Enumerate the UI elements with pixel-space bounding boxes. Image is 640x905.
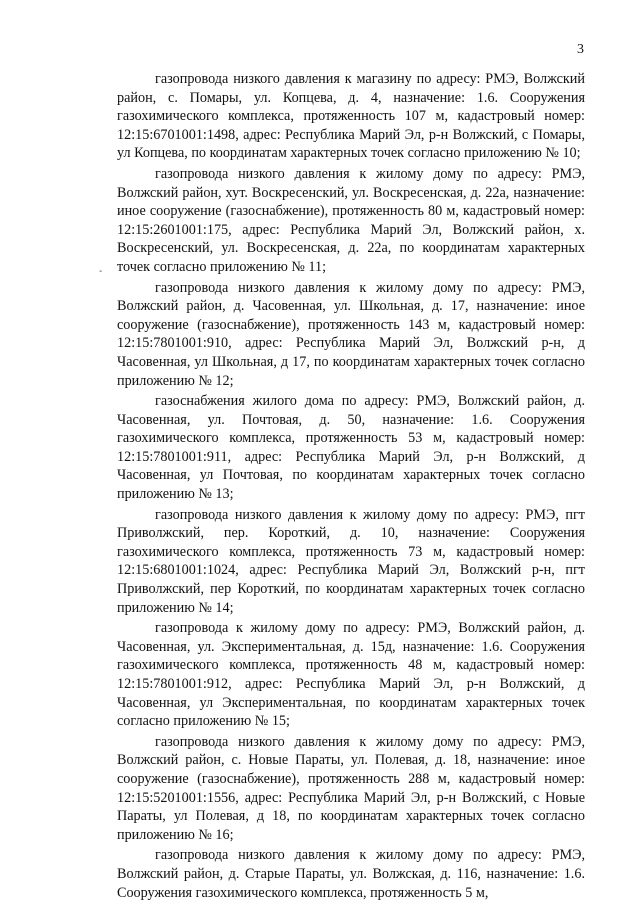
paragraph-appendix-11: газопровода низкого давления к жилому дому по адресу: РМЭ, Волжский район, хут. Воскресенский, ул. Воскресенская, д. 22а, назначение: иное сооружение (газоснабжение), протяженность 80 м, кадастровый номер: 12:15:2601001:175, адрес: Республика Марий Эл, Волжский район, х. Воскресенский, ул. Воскресенская, д. 22а, по координатам характерных точек согласно приложению № 11;: [117, 165, 585, 275]
margin-mark: -: [99, 266, 103, 277]
paragraph-continuing: газопровода низкого давления к жилому дому по адресу: РМЭ, Волжский район, д. Старые Параты, ул. Волжская, д. 116, назначение: 1.6. Сооружения газохимического комплекса, протяженность 5 м,: [117, 847, 585, 901]
paragraph-appendix-14: газопровода низкого давления к жилому дому по адресу: РМЭ, пгт Приволжский, пер. Короткий, д. 10, назначение: Сооружения газохимического комплекса, протяженность 73 м, кадастровый номер: 12:15:6801001:1024, адрес: Республика Марий Эл, Волжский р-н, пгт Приволжский, пер Короткий, по координатам характерных точек согласно приложению № 14;: [117, 506, 585, 616]
paragraph-appendix-16: газопровода низкого давления к жилому дому по адресу: РМЭ, Волжский район, с. Новые Параты, ул. Полевая, д. 18, назначение: иное сооружение (газоснабжение), протяженность 288 м, кадастровый номер: 12:15:5201001:1556, адрес: Республика Марий Эл, р-н Волжский, с Новые Параты, ул Полевая, д 18, по координатам характерных точек согласно приложению № 16;: [117, 733, 585, 843]
page-number: 3: [577, 42, 584, 57]
paragraph-appendix-13: газоснабжения жилого дома по адресу: РМЭ, Волжский район, д. Часовенная, ул. Почтовая, д. 50, назначение: 1.6. Сооружения газохимического комплекса, протяженность 53 м, кадастровый номер: 12:15:7801001:911, адрес: Республика Марий Эл, р-н Волжский, д Часовенная, ул Почтовая, по координатам характерных точек согласно приложению № 13;: [117, 393, 585, 503]
paragraph-appendix-12: газопровода низкого давления к жилому дому по адресу: РМЭ, Волжский район, д. Часовенная, ул. Школьная, д. 17, назначение: иное сооружение (газоснабжение), протяженность 143 м, кадастровый номер: 12:15:7801001:910, адрес: Республика Марий Эл, Волжский р-н, д Часовенная, ул Школьная, д 17, по координатам характерных точек согласно приложению № 12;: [117, 279, 585, 389]
paragraph-appendix-10: газопровода низкого давления к магазину по адресу: РМЭ, Волжский район, с. Помары, ул. Копцева, д. 4, назначение: 1.6. Сооружения газохимического комплекса, протяженность 107 м, кадастровый номер: 12:15:6701001:1498, адрес: Республика Марий Эл, р-н Волжский, с Помары, ул Копцева, по координатам характерных точек согласно приложению № 10;: [117, 71, 585, 162]
paragraph-appendix-15: газопровода к жилому дому по адресу: РМЭ, Волжский район, д. Часовенная, ул. Экспериментальная, д. 15д, назначение: 1.6. Сооружения газохимического комплекса, протяженность 48 м, кадастровый номер: 12:15:7801001:912, адрес: Республика Марий Эл, р-н Волжский, д Часовенная, ул Экспериментальная, по координатам характерных точек согласно приложению № 15;: [117, 620, 585, 730]
document-body: [117, 70, 585, 904]
